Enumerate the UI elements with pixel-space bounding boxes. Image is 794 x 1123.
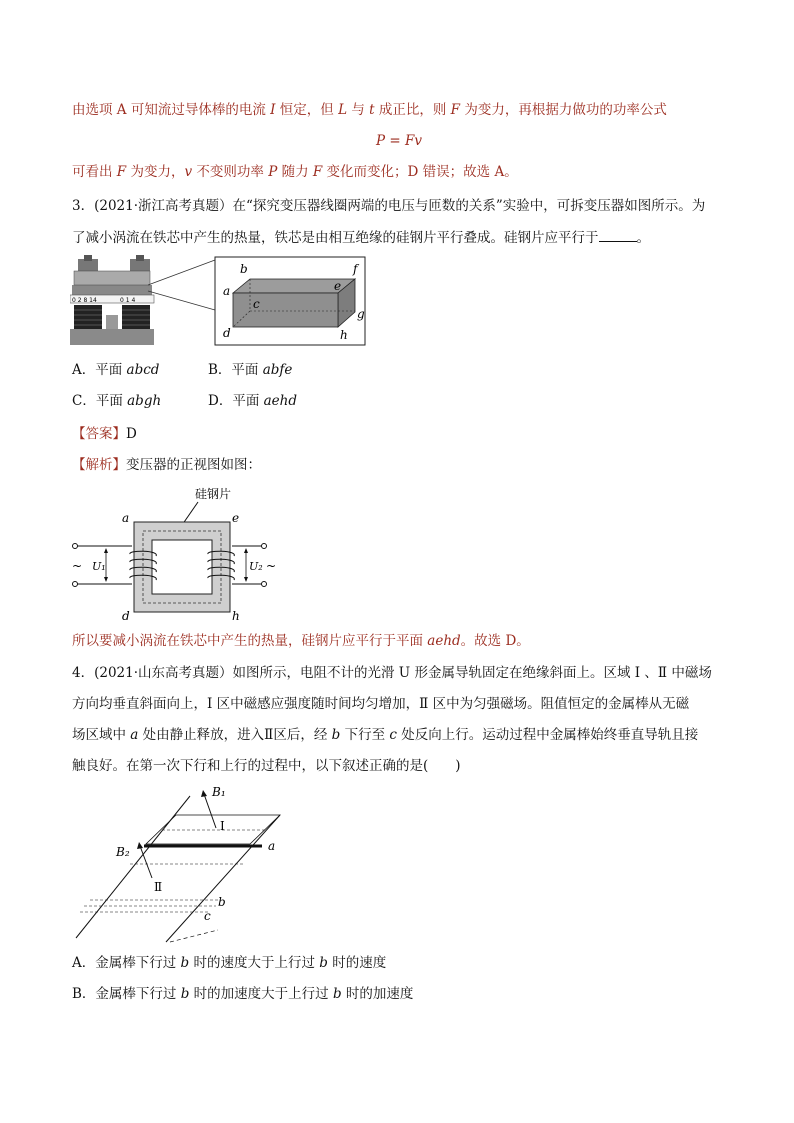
fig2-u1: U₁ [92,560,106,573]
q3-label-f: f [353,262,358,276]
fig2-label-d: d [122,609,130,623]
solution-formula: P = Fv [376,133,422,149]
q4-label-c: c [204,909,211,923]
q4-option-a[interactable]: A．金属棒下行过 b 时的速度大于上行过 b 时的速度 [72,955,387,971]
q3-option-a[interactable]: A．平面 abcd [72,362,160,378]
q4-stem-line-1: 4．(2021·山东高考真题）如图所示，电阻不计的光滑 U 形金属导轨固定在绝缘斜面上。区域 Ⅰ 、Ⅱ 中磁场 [72,665,712,681]
q3-stem-line-1: 3．(2021·浙江高考真题）在“探究变压器线圈两端的电压与匝数的关系”实验中，可拆变压器如图所示。为 [72,198,706,214]
q3-option-b[interactable]: B．平面 abfe [208,362,293,378]
q3-label-c: c [253,297,260,311]
fig2-label-e: e [232,511,240,525]
q3-conclusion: 所以要减小涡流在铁芯中产生的热量，硅钢片应平行于平面 aehd。故选 D。 [72,633,530,649]
fig2-ac-right: ~ [266,559,277,573]
q4-label-B1: B₁ [212,785,226,799]
q3-stem-line-2: 了减小涡流在铁芯中产生的热量，铁芯是由相互绝缘的硅钢片平行叠成。硅钢片应平行于 。 [72,227,650,248]
fig2-label-a: a [122,511,130,525]
q3-analysis: 【解析】变压器的正视图如图： [72,457,261,473]
q3-label-b: b [240,262,248,276]
q3-label-e: e [334,279,342,293]
q3-option-d[interactable]: D．平面 aehd [208,393,297,409]
q4-label-B2: B₂ [116,845,130,859]
q3-label-h: h [340,328,348,342]
q3-transformer-front-view [70,484,280,624]
q3-label-d: d [223,326,231,340]
q4-label-a: a [268,839,276,853]
q4-stem-line-4: 触良好。在第一次下行和上行的过程中，以下叙述正确的是( ) [72,758,461,774]
q3-label-a: a [223,284,231,298]
fig2-ac-left: ~ [72,559,83,573]
q4-region-I: Ⅰ [220,819,225,833]
svg-text:0 2 8 14: 0 2 8 14 [72,297,97,304]
svg-text:0 1 4: 0 1 4 [120,297,136,304]
q3-answer: 【答案】D [72,426,137,442]
q4-stem-line-3: 场区域中 a 处由静止释放，进入Ⅱ区后，经 b 下行至 c 处反向上行。运动过程中金属棒始终垂直导轨且接 [72,727,699,743]
fig2-label-h: h [232,609,240,623]
q4-option-b[interactable]: B．金属棒下行过 b 时的加速度大于上行过 b 时的加速度 [72,986,414,1002]
q3-option-c[interactable]: C．平面 abgh [72,393,162,409]
q3-transformer-figure [70,255,370,347]
q4-rail-figure [70,782,300,947]
core-label: 硅钢片 [195,487,232,501]
q3-label-g: g [357,307,365,321]
solution-line-1: 由选项 A 可知流过导体棒的电流 I 恒定，但 L 与 t 成正比，则 F 为变力，再根据力做功的功率公式 [72,102,667,118]
fig2-u2: U₂ [249,560,263,573]
q4-label-b: b [218,895,226,909]
q4-region-II: Ⅱ [154,880,163,894]
q4-stem-line-2: 方向均垂直斜面向上，Ⅰ 区中磁感应强度随时间均匀增加，Ⅱ 区中为匀强磁场。阻值恒定的金属棒从无磁 [72,696,690,712]
answer-blank [599,227,637,242]
solution-line-3: 可看出 F 为变力，v 不变则功率 P 随力 F 变化而变化；D 错误；故选 A。 [72,164,518,180]
